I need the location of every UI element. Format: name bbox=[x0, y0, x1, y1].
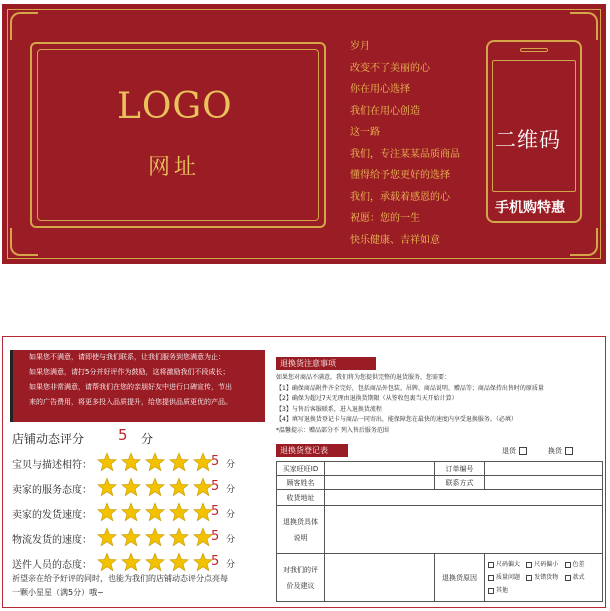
customer-name-field[interactable] bbox=[325, 476, 435, 490]
footnote-line: 一颗小星星（满5分）哦~ bbox=[12, 588, 104, 597]
rating-row bbox=[12, 502, 262, 524]
ornament-corner bbox=[10, 12, 38, 40]
reason-checkbox[interactable] bbox=[488, 575, 494, 581]
notice-line: 如果您不满意，请即使与我们联系，让我们服务到您满意为止： bbox=[29, 353, 225, 361]
slogan-line: 我们在用心创造 bbox=[350, 105, 420, 117]
ornament-corner bbox=[570, 228, 598, 256]
reason-text: 色差 bbox=[572, 561, 585, 568]
star-icon[interactable] bbox=[193, 502, 213, 522]
returns-line: *温馨提示：赠品部分不 列入售后服务范围 bbox=[276, 426, 389, 434]
contact-label: 联系方式 bbox=[435, 476, 485, 490]
reason-text: 其他 bbox=[496, 587, 509, 594]
star-icon[interactable] bbox=[193, 552, 213, 572]
specifics-label-line: 说明 bbox=[293, 533, 308, 542]
return-option[interactable] bbox=[502, 446, 527, 456]
star-group[interactable] bbox=[97, 552, 213, 572]
footnote-line: 祈望亲在给予好评的同时，也能为我们的店铺动态评分点亮每 bbox=[12, 574, 228, 583]
star-icon[interactable] bbox=[97, 527, 117, 547]
row-score: 5 bbox=[211, 454, 220, 469]
reason-option[interactable] bbox=[565, 558, 585, 571]
star-icon[interactable] bbox=[145, 552, 165, 572]
slogan-line: 你在用心选择 bbox=[350, 84, 410, 95]
reason-checkbox[interactable] bbox=[526, 575, 532, 581]
seller-id-label: 买家旺旺ID bbox=[277, 462, 325, 476]
star-icon[interactable] bbox=[145, 502, 165, 522]
reason-text: 质量问题 bbox=[496, 574, 521, 581]
slogan-line: 改变不了美丽的心 bbox=[350, 62, 430, 74]
register-heading: 退换货登记表 bbox=[276, 444, 348, 457]
returns-line: 【4】填写退换货登记卡与商品一同寄出，能保障您在最快的速度内享受退换服务。（必填） bbox=[276, 416, 517, 424]
order-no-label: 订单编号 bbox=[435, 462, 485, 476]
star-group[interactable] bbox=[97, 527, 213, 547]
star-icon[interactable] bbox=[97, 452, 117, 472]
rating-label: 物流发货的速度： bbox=[12, 535, 92, 546]
row-unit: 分 bbox=[226, 510, 236, 520]
returns-notes bbox=[276, 373, 602, 437]
reason-option[interactable] bbox=[488, 571, 520, 584]
slogan-line: 祝愿：您的一生 bbox=[350, 213, 420, 224]
logo-frame bbox=[30, 42, 326, 228]
star-icon[interactable] bbox=[145, 452, 165, 472]
rating-row bbox=[12, 477, 262, 499]
ornament-corner bbox=[10, 228, 38, 256]
star-group[interactable] bbox=[97, 477, 213, 497]
seller-id-field[interactable] bbox=[325, 462, 435, 476]
star-icon[interactable] bbox=[121, 477, 141, 497]
rating-row bbox=[12, 552, 262, 574]
qr-code-label: 二维码 bbox=[495, 128, 561, 152]
star-icon[interactable] bbox=[145, 527, 165, 547]
notice-line: 来的广告费用，将更多投入品质提升，给您提供品质更优的产品。 bbox=[29, 398, 232, 406]
website-text: 网址 bbox=[148, 155, 201, 180]
slogan-block bbox=[350, 40, 480, 255]
slogan-line: 岁月 bbox=[350, 41, 370, 52]
reason-option[interactable] bbox=[488, 584, 508, 597]
star-icon[interactable] bbox=[169, 552, 189, 572]
reason-option[interactable] bbox=[526, 571, 558, 584]
row-unit: 分 bbox=[226, 460, 236, 470]
notice-line: 如果您非常满意，请帮我们在您的亲朋好友中进行口碑宣传，节出 bbox=[29, 383, 232, 391]
satisfaction-notice bbox=[10, 350, 265, 422]
star-icon[interactable] bbox=[121, 452, 141, 472]
specifics-label-line: 退换货具体 bbox=[283, 517, 318, 526]
ornament-corner bbox=[570, 12, 598, 40]
return-checkbox[interactable] bbox=[519, 447, 527, 455]
star-icon[interactable] bbox=[121, 552, 141, 572]
star-icon[interactable] bbox=[121, 527, 141, 547]
star-icon[interactable] bbox=[169, 502, 189, 522]
slogan-line: 我们，承载着感恩的心 bbox=[350, 191, 450, 203]
evaluation-label-line: 对我们的评 bbox=[283, 565, 318, 574]
reason-option[interactable] bbox=[526, 558, 558, 571]
row-score: 5 bbox=[211, 529, 220, 544]
star-icon[interactable] bbox=[97, 477, 117, 497]
evaluation-field[interactable] bbox=[325, 554, 435, 602]
reason-text: 尺码偏大 bbox=[496, 561, 521, 568]
star-group[interactable] bbox=[97, 452, 213, 472]
star-icon[interactable] bbox=[169, 527, 189, 547]
star-icon[interactable] bbox=[97, 552, 117, 572]
reason-text: 发错货物 bbox=[534, 574, 559, 581]
rating-label: 卖家的发货速度： bbox=[12, 510, 92, 521]
notice-line: 如果您满意，请打5分并好评作为鼓励，这将激励我们不段成长； bbox=[29, 368, 230, 376]
reason-option[interactable] bbox=[565, 571, 585, 584]
row-score: 5 bbox=[211, 554, 220, 569]
rating-score: 5 bbox=[118, 426, 128, 444]
reason-checkbox[interactable] bbox=[565, 575, 571, 581]
row-unit: 分 bbox=[226, 535, 236, 545]
returns-line: 【1】确保商品附件齐全完好，包括商品外包装、吊牌、商品说明、赠品等；商品保持出售时的原质量 bbox=[276, 384, 544, 392]
star-icon[interactable] bbox=[145, 477, 165, 497]
slogan-line: 懂得给予您更好的选择 bbox=[350, 170, 450, 181]
address-label: 收货地址 bbox=[277, 490, 325, 506]
specifics-label bbox=[277, 506, 325, 554]
star-icon[interactable] bbox=[193, 477, 213, 497]
star-icon[interactable] bbox=[193, 452, 213, 472]
star-group[interactable] bbox=[97, 502, 213, 522]
rating-label: 宝贝与描述相符： bbox=[12, 460, 92, 471]
mobile-deal-label: 手机购特惠 bbox=[495, 200, 565, 216]
reason-option[interactable] bbox=[488, 558, 520, 571]
row-score: 5 bbox=[211, 479, 220, 494]
star-icon[interactable] bbox=[169, 477, 189, 497]
rating-footnote bbox=[12, 572, 267, 600]
reason-label: 退换货原因 bbox=[435, 554, 485, 602]
slogan-line: 这一路 bbox=[350, 127, 380, 138]
slogan-line: 快乐健康、吉祥如意 bbox=[350, 234, 440, 246]
star-icon[interactable] bbox=[193, 527, 213, 547]
rating-label: 送件人员的态度： bbox=[12, 560, 92, 571]
row-unit: 分 bbox=[226, 560, 236, 570]
order-no-field[interactable] bbox=[485, 462, 603, 476]
phone-speaker-icon bbox=[520, 48, 548, 52]
reason-checkbox[interactable] bbox=[565, 562, 571, 568]
rating-row bbox=[12, 527, 262, 549]
rating-title: 店铺动态评分 bbox=[12, 432, 85, 446]
customer-name-label: 顾客姓名 bbox=[277, 476, 325, 490]
returns-heading: 退换货注意事项 bbox=[276, 357, 376, 370]
reason-checkbox[interactable] bbox=[488, 562, 494, 568]
rating-unit: 分 bbox=[141, 432, 154, 446]
rating-row bbox=[12, 452, 262, 474]
reason-text: 款式 bbox=[572, 574, 585, 581]
return-option-label: 退货 bbox=[502, 447, 516, 455]
exchange-checkbox[interactable] bbox=[565, 447, 573, 455]
evaluation-label-line: 价及建议 bbox=[286, 581, 315, 590]
reason-text: 尺码偏小 bbox=[534, 561, 559, 568]
returns-line: 【2】确保为超过7天无理由退换货期限（从签收包裹当天开始计算） bbox=[276, 395, 458, 403]
exchange-option[interactable] bbox=[548, 446, 573, 456]
row-unit: 分 bbox=[226, 485, 236, 495]
logo-text: LOGO bbox=[117, 86, 233, 127]
row-score: 5 bbox=[211, 504, 220, 519]
evaluation-label bbox=[277, 554, 325, 602]
specifics-field[interactable] bbox=[325, 506, 603, 554]
slogan-line: 我们，专注某某品质商品 bbox=[350, 148, 460, 160]
address-field[interactable] bbox=[325, 490, 603, 506]
contact-field[interactable] bbox=[485, 476, 603, 490]
returns-line: 如果您对商品不满意，我们将为您提供完整的退货服务，您需要： bbox=[276, 374, 451, 381]
star-icon[interactable] bbox=[97, 502, 117, 522]
register-table bbox=[276, 461, 603, 602]
reason-checkbox[interactable] bbox=[526, 562, 532, 568]
returns-line: 【3】与售后客服联系，进入退换货流程 bbox=[276, 405, 382, 413]
star-icon[interactable] bbox=[121, 502, 141, 522]
exchange-option-label: 换货 bbox=[548, 447, 562, 455]
rating-label: 卖家的服务态度： bbox=[12, 485, 92, 496]
reason-checkbox[interactable] bbox=[488, 588, 494, 594]
star-icon[interactable] bbox=[169, 452, 189, 472]
reason-options bbox=[485, 554, 603, 602]
